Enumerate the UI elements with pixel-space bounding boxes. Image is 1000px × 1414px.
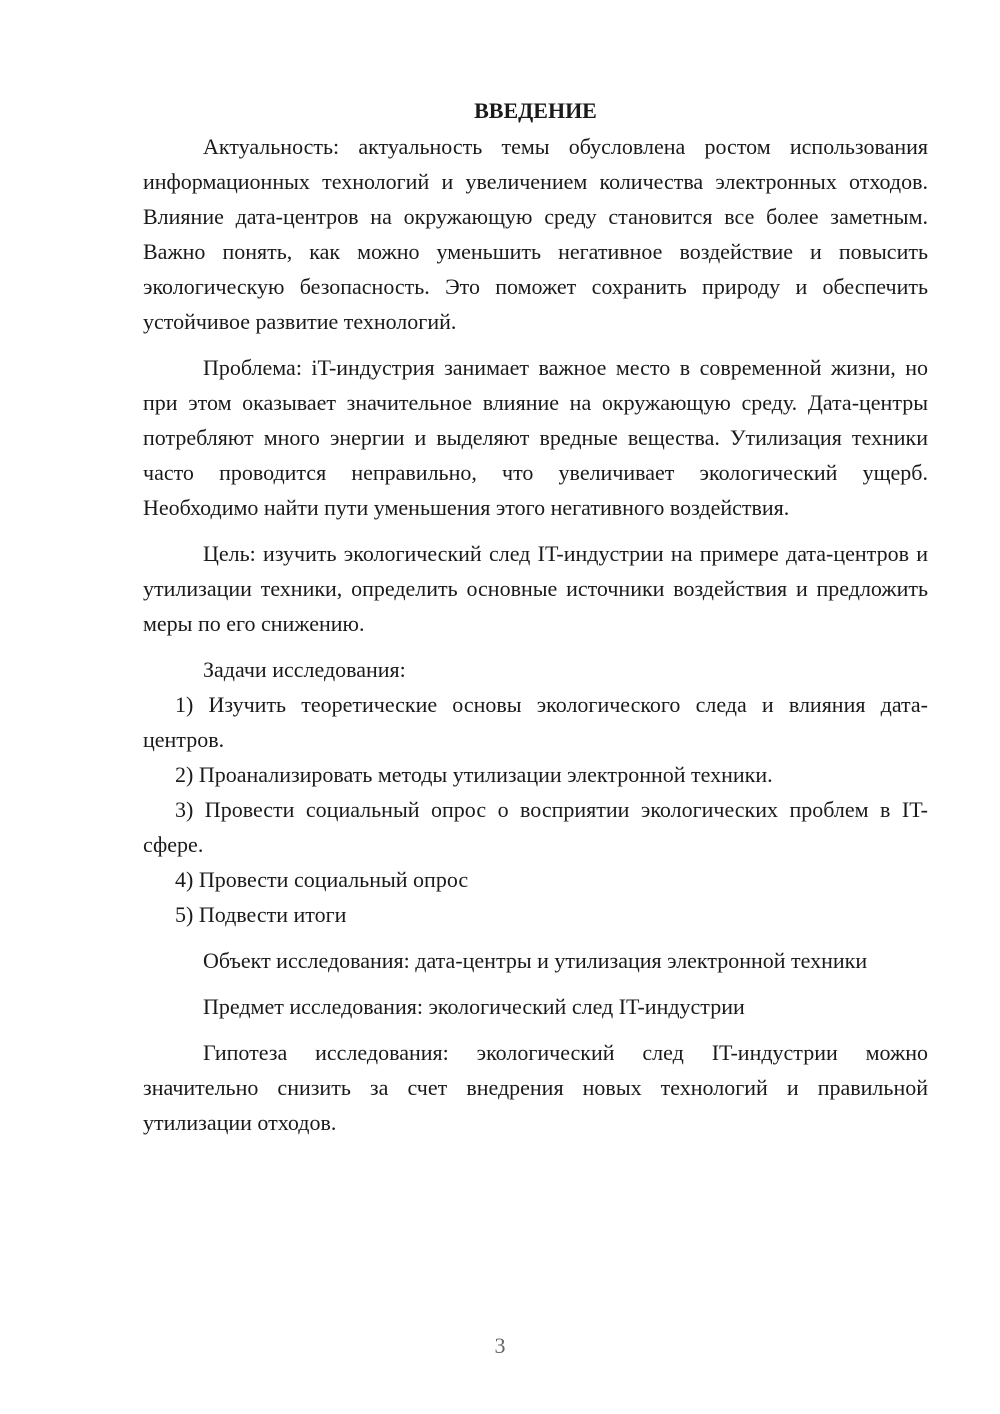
subject-paragraph: Предмет исследования: экологический след IT-индустрии (203, 994, 745, 1019)
goal-paragraph: Цель: изучить экологический след IT-индустрии на примере дата-центров и утилизации техники, определить основные источники воздействия и предложить меры по его снижению. (143, 541, 928, 636)
page-number: 3 (494, 1333, 506, 1358)
task-item-5: 5) Подвести итоги (175, 902, 347, 927)
relevance-paragraph: Актуальность: актуальность темы обусловлена ростом использования информационных технологий и увеличением количества электронных отходов. Влияние дата-центров на окружающую среду становится все более заметным. Важно понять, как можно уменьшить негативное воздействие и повысить экологическую безопасность. Это поможет сохранить природу и обеспечить устойчивое развитие технологий. (143, 134, 928, 334)
hypothesis-paragraph: Гипотеза исследования: экологический след IT-индустрии можно значительно снизить за счет внедрения новых технологий и правильной утилизации отходов. (143, 1040, 928, 1135)
tasks-title: Задачи исследования: (203, 657, 406, 682)
document-page (143, 93, 928, 1140)
task-item-1: 1) Изучить теоретические основы экологического следа и влияния дата-центров. (143, 692, 928, 752)
object-paragraph: Объект исследования: дата-центры и утилизация электронной техники (203, 948, 868, 973)
task-item-4: 4) Провести социальный опрос (175, 867, 469, 892)
problem-paragraph: Проблема: iT-индустрия занимает важное место в современной жизни, но при этом оказывает значительное влияние на окружающую среду. Дата-центры потребляют много энергии и выделяют вредные вещества. Утилизация техники часто проводится неправильно, что увеличивает экологический ущерб. Необходимо найти пути уменьшения этого негативного воздействия. (143, 355, 928, 520)
section-heading: ВВЕДЕНИЕ (474, 98, 597, 123)
task-item-2: 2) Проанализировать методы утилизации электронной техники. (175, 762, 773, 787)
task-item-3: 3) Провести социальный опрос о восприятии экологических проблем в IT-сфере. (143, 797, 928, 857)
